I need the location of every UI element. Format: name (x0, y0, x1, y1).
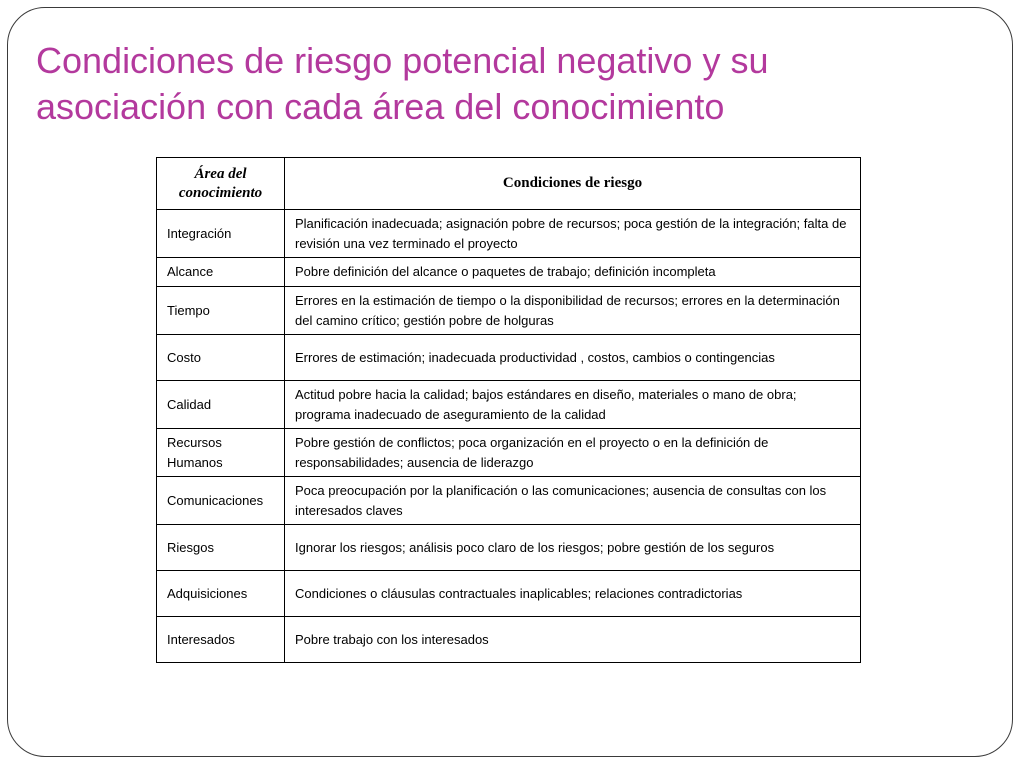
table-row (157, 210, 861, 258)
table-row (157, 617, 861, 663)
table-row (157, 525, 861, 571)
table-row (157, 287, 861, 335)
column-header-area: Área del conocimiento (157, 158, 285, 210)
area-cell: Interesados (157, 617, 285, 663)
table-row (157, 381, 861, 429)
table-row (157, 477, 861, 525)
conditions-cell: Pobre definición del alcance o paquetes de trabajo; definición incompleta (285, 258, 861, 287)
area-cell: Riesgos (157, 525, 285, 571)
area-cell: Comunicaciones (157, 477, 285, 525)
slide-title (36, 38, 936, 130)
conditions-cell: Ignorar los riesgos; análisis poco claro de los riesgos; pobre gestión de los seguros (285, 525, 861, 571)
table-header-row (157, 158, 861, 210)
area-cell: Adquisiciones (157, 571, 285, 617)
area-cell: Integración (157, 210, 285, 258)
area-cell: Alcance (157, 258, 285, 287)
conditions-cell: Pobre trabajo con los interesados (285, 617, 861, 663)
area-cell: Costo (157, 335, 285, 381)
table-row (157, 258, 861, 287)
area-cell: Tiempo (157, 287, 285, 335)
risk-conditions-table (156, 157, 861, 663)
area-cell: Calidad (157, 381, 285, 429)
area-cell: Recursos Humanos (157, 429, 285, 477)
column-header-conditions: Condiciones de riesgo (285, 158, 861, 210)
conditions-cell: Pobre gestión de conflictos; poca organización en el proyecto o en la definición de responsabilidades; ausencia de liderazgo (285, 429, 861, 477)
slide-title-line: asociación con cada área del conocimiento (36, 86, 725, 127)
conditions-cell: Actitud pobre hacia la calidad; bajos estándares en diseño, materiales o mano de obra; programa inadecuado de aseguramiento de la calidad (285, 381, 861, 429)
table-row (157, 335, 861, 381)
conditions-cell: Planificación inadecuada; asignación pobre de recursos; poca gestión de la integración; falta de revisión una vez terminado el proyecto (285, 210, 861, 258)
conditions-cell: Condiciones o cláusulas contractuales inaplicables; relaciones contradictorias (285, 571, 861, 617)
conditions-cell: Errores en la estimación de tiempo o la disponibilidad de recursos; errores en la determinación del camino crítico; gestión pobre de holguras (285, 287, 861, 335)
slide-title-line: Condiciones de riesgo potencial negativo y su (36, 40, 769, 81)
conditions-cell: Errores de estimación; inadecuada productividad , costos, cambios o contingencias (285, 335, 861, 381)
conditions-cell: Poca preocupación por la planificación o las comunicaciones; ausencia de consultas con los interesados claves (285, 477, 861, 525)
table-row (157, 571, 861, 617)
table-row (157, 429, 861, 477)
